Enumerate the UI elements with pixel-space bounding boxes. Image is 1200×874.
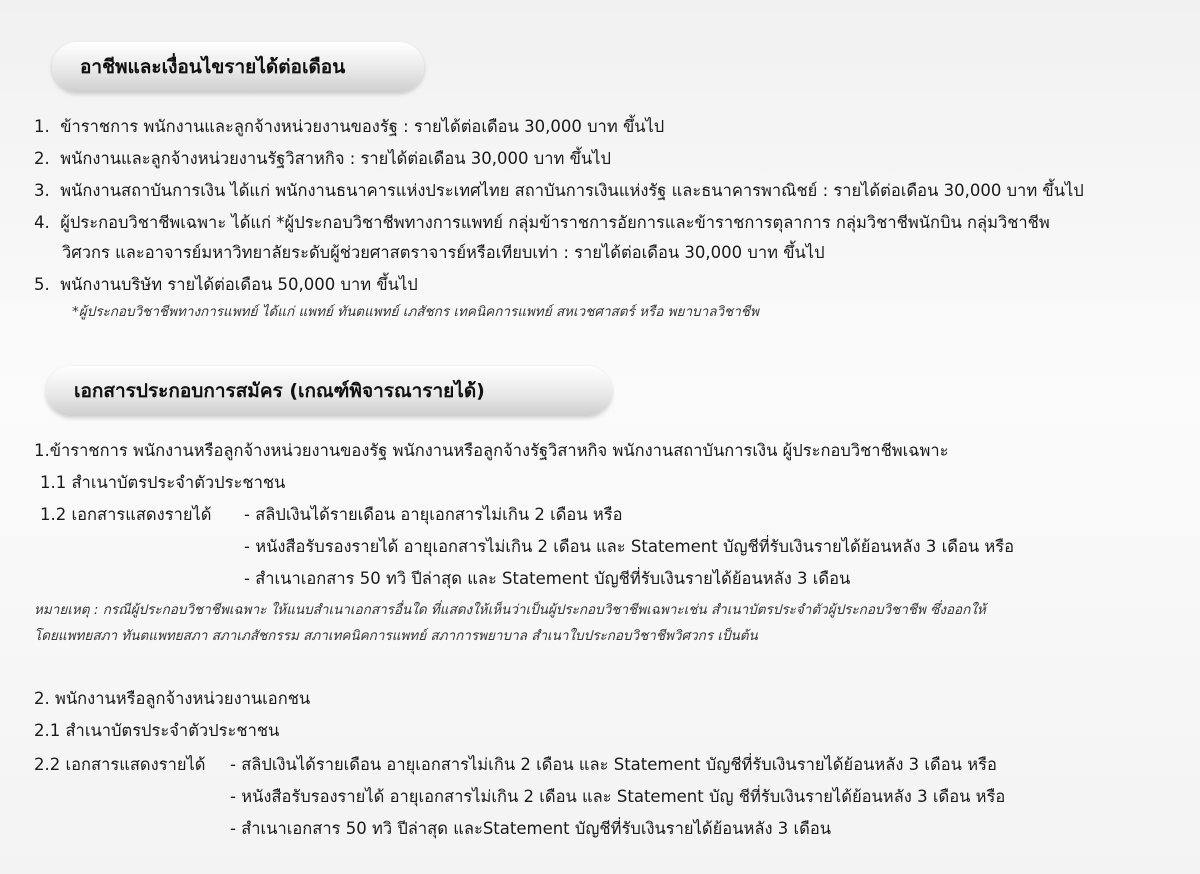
doc-group2-option-3: - สำเนาเอกสาร 50 ทวิ ปีล่าสุด และStatement บัญชีที่รับเงินรายได้ย้อนหลัง 3 เดือน [230, 819, 832, 838]
item-number: 2. [34, 149, 50, 168]
doc-group1-option-1: - สลิปเงินได้รายเดือน อายุเอกสารไม่เกิน 2 เดือน หรือ [244, 505, 623, 524]
doc-group2-item2-label: 2.2 เอกสารแสดงรายได้ [34, 755, 206, 774]
occupation-item-4-continued: วิศวกร และอาจารย์มหาวิทยาลัยระดับผู้ช่วยศาสตราจารย์หรือเทียบเท่า : รายได้ต่อเดือน 30,000 บาท ขึ้นไป [62, 243, 825, 262]
doc-group1-item1: 1.1 สำเนาบัตรประจำตัวประชาชน [40, 473, 286, 492]
item-number: 4. [34, 213, 50, 232]
doc-group1-remark-line1: หมายเหตุ : กรณีผู้ประกอบวิชาชีพเฉพาะ ให้แนบสำเนาเอกสารอื่นใด ที่แสดงให้เห็นว่าเป็นผู้ประกอบวิชาชีพเฉพาะเช่น สำเนาบัตรประจำตัวผู้ประกอบวิชาชีพ ซึ่งออกให้ [34, 602, 986, 618]
occupation-item-4 [34, 212, 1050, 234]
item-text: ผู้ประกอบวิชาชีพเฉพาะ ได้แก่ *ผู้ประกอบวิชาชีพทางการแพทย์ กลุ่มข้าราชการอัยการและข้าราชการตุลาการ กลุ่มวิชาชีพนักบิน กลุ่มวิชาชีพ [60, 213, 1050, 232]
doc-group2-option-1: - สลิปเงินได้รายเดือน อายุเอกสารไม่เกิน 2 เดือน และ Statement บัญชีที่รับเงินรายได้ย้อนหลัง 3 เดือน หรือ [230, 755, 997, 774]
occupation-item-1 [34, 116, 664, 138]
section-documents-title: เอกสารประกอบการสมัคร (เกณฑ์พิจารณารายได้) [46, 366, 612, 416]
doc-group1-item2-label: 1.2 เอกสารแสดงรายได้ [40, 505, 212, 524]
section-occupation-title: อาชีพและเงื่อนไขรายได้ต่อเดือน [52, 42, 424, 92]
doc-group1-option-3: - สำเนาเอกสาร 50 ทวิ ปีล่าสุด และ Statement บัญชีที่รับเงินรายได้ย้อนหลัง 3 เดือน [244, 569, 851, 588]
doc-group1-option-2: - หนังสือรับรองรายได้ อายุเอกสารไม่เกิน 2 เดือน และ Statement บัญชีที่รับเงินรายได้ย้อนหลัง 3 เดือน หรือ [244, 537, 1015, 556]
doc-group1-remark-line2: โดยแพทยสภา ทันตแพทยสภา สภาเภสัชกรรม สภาเทคนิคการแพทย์ สภาการพยาบาล สำเนาใบประกอบวิชาชีพวิศวกร เป็นต้น [34, 628, 758, 644]
doc-group2-option-2: - หนังสือรับรองรายได้ อายุเอกสารไม่เกิน 2 เดือน และ Statement บัญ ชีที่รับเงินรายได้ย้อนหลัง 3 เดือน หรือ [230, 787, 1006, 806]
doc-group2-heading: 2. พนักงานหรือลูกจ้างหน่วยงานเอกชน [34, 689, 311, 708]
item-number: 1. [34, 117, 50, 136]
occupation-item-5 [34, 274, 418, 296]
item-text: พนักงานและลูกจ้างหน่วยงานรัฐวิสาหกิจ : รายได้ต่อเดือน 30,000 บาท ขึ้นไป [60, 149, 611, 168]
medical-footnote: *ผู้ประกอบวิชาชีพทางการแพทย์ ได้แก่ แพทย์ ทันตแพทย์ เภสัชกร เทคนิคการแพทย์ สหเวชศาสตร์ หรือ พยาบาลวิชาชีพ [72, 304, 759, 320]
item-number: 3. [34, 181, 50, 200]
occupation-item-3 [34, 180, 1084, 202]
item-text: ข้าราชการ พนักงานและลูกจ้างหน่วยงานของรัฐ : รายได้ต่อเดือน 30,000 บาท ขึ้นไป [60, 117, 665, 136]
doc-group1-heading: 1.ข้าราชการ พนักงานหรือลูกจ้างหน่วยงานของรัฐ พนักงานหรือลูกจ้างรัฐวิสาหกิจ พนักงานสถาบันการเงิน ผู้ประกอบวิชาชีพเฉพาะ [34, 441, 949, 460]
item-text: พนักงานบริษัท รายได้ต่อเดือน 50,000 บาท ขึ้นไป [60, 275, 418, 294]
doc-group2-item1: 2.1 สำเนาบัตรประจำตัวประชาชน [34, 721, 280, 740]
occupation-item-2 [34, 148, 611, 170]
item-text: พนักงานสถาบันการเงิน ได้แก่ พนักงานธนาคารแห่งประเทศไทย สถาบันการเงินแห่งรัฐ และธนาคารพาณิชย์ : รายได้ต่อเดือน 30,000 บาท ขึ้นไป [60, 181, 1084, 200]
item-number: 5. [34, 275, 50, 294]
